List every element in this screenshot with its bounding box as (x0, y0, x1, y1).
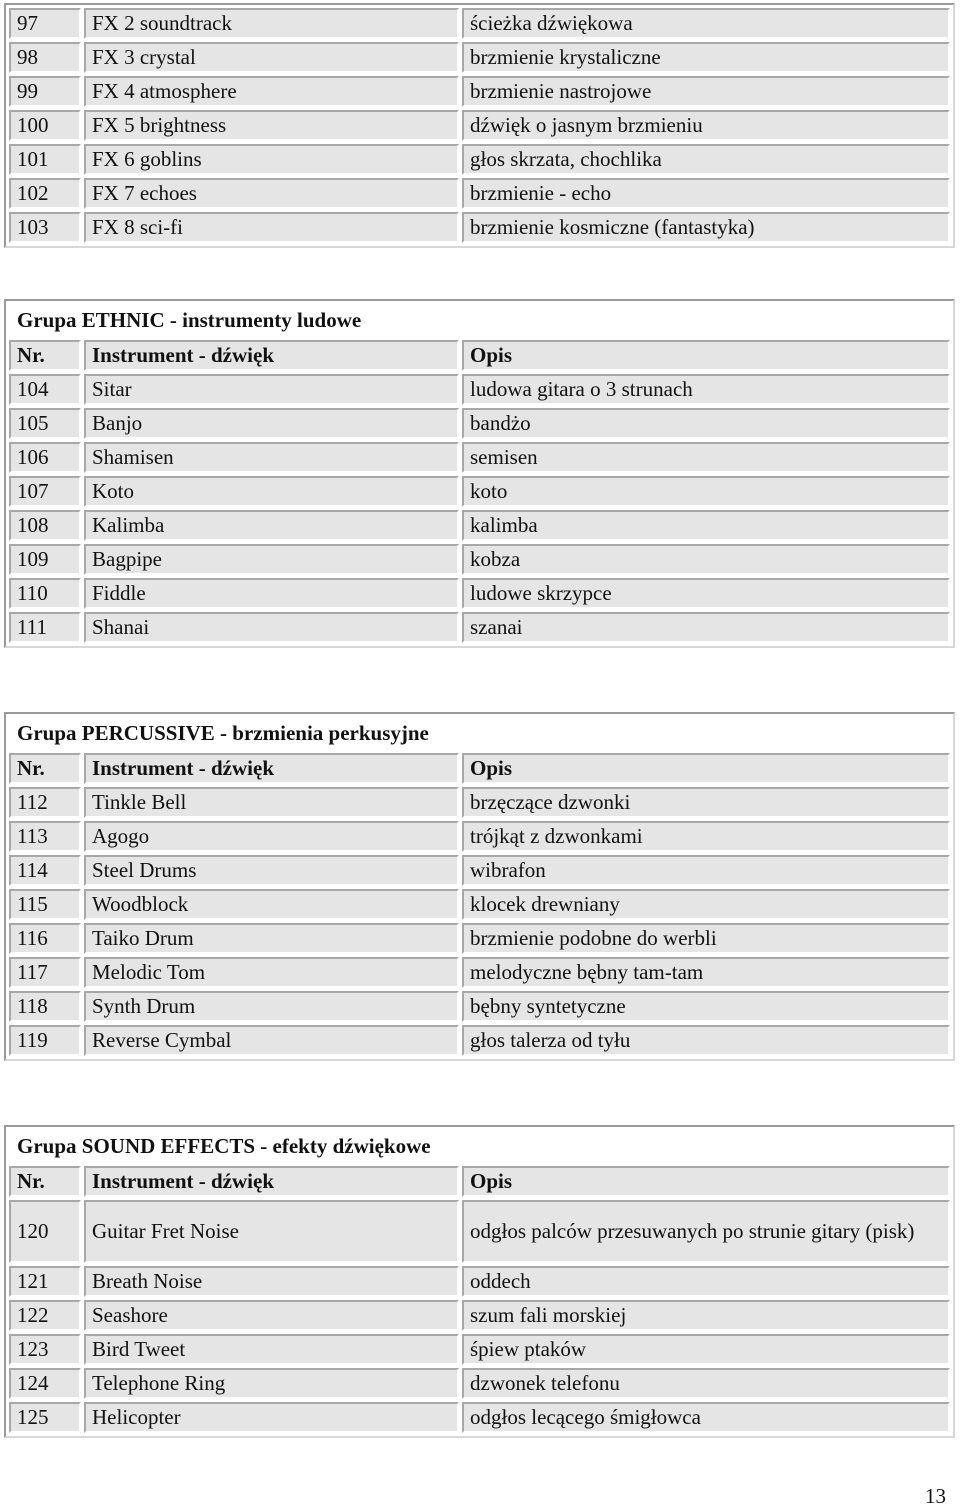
cell-description: dźwięk o jasnym brzmieniu (462, 110, 950, 141)
table-row (9, 889, 950, 920)
cell-instrument: FX 7 echoes (84, 178, 459, 209)
header-instrument: Instrument - dźwięk (84, 1166, 459, 1197)
percussive-table (4, 712, 955, 1061)
cell-instrument: Tinkle Bell (84, 787, 459, 818)
cell-description: odgłos palców przesuwanych po strunie gitary (pisk) (462, 1200, 950, 1263)
cell-description: ludowa gitara o 3 strunach (462, 374, 950, 405)
cell-nr: 122 (9, 1300, 81, 1331)
cell-description: trójkąt z dzwonkami (462, 821, 950, 852)
cell-nr: 118 (9, 991, 81, 1022)
cell-description: głos skrzata, chochlika (462, 144, 950, 175)
ethnic-table (4, 299, 955, 648)
cell-nr: 110 (9, 578, 81, 609)
cell-nr: 98 (9, 42, 81, 73)
cell-instrument: FX 5 brightness (84, 110, 459, 141)
cell-nr: 109 (9, 544, 81, 575)
header-instrument: Instrument - dźwięk (84, 753, 459, 784)
cell-nr: 105 (9, 408, 81, 439)
header-instrument: Instrument - dźwięk (84, 340, 459, 371)
table-row (9, 1300, 950, 1331)
cell-description: brzmienie krystaliczne (462, 42, 950, 73)
cell-description: brzęczące dzwonki (462, 787, 950, 818)
group-title: Grupa SOUND EFFECTS - efekty dźwiękowe (9, 1130, 950, 1163)
cell-nr: 99 (9, 76, 81, 107)
cell-instrument: Guitar Fret Noise (84, 1200, 459, 1263)
table-row (9, 991, 950, 1022)
cell-instrument: Agogo (84, 821, 459, 852)
cell-instrument: Sitar (84, 374, 459, 405)
fx-table-block (4, 3, 955, 248)
table-row (9, 1266, 950, 1297)
cell-nr: 111 (9, 612, 81, 643)
cell-nr: 112 (9, 787, 81, 818)
sound-effects-table (4, 1125, 955, 1438)
header-description: Opis (462, 1166, 950, 1197)
table-row (9, 110, 950, 141)
cell-instrument: Steel Drums (84, 855, 459, 886)
cell-instrument: FX 2 soundtrack (84, 8, 459, 39)
cell-instrument: Koto (84, 476, 459, 507)
table-row (9, 178, 950, 209)
cell-instrument: Breath Noise (84, 1266, 459, 1297)
table-row (9, 612, 950, 643)
cell-instrument: Melodic Tom (84, 957, 459, 988)
table-row (9, 408, 950, 439)
cell-nr: 121 (9, 1266, 81, 1297)
cell-description: wibrafon (462, 855, 950, 886)
cell-description: melodyczne bębny tam-tam (462, 957, 950, 988)
table-row (9, 8, 950, 39)
cell-nr: 106 (9, 442, 81, 473)
cell-description: ścieżka dźwiękowa (462, 8, 950, 39)
sound-effects-table-block (4, 1125, 955, 1438)
cell-instrument: Seashore (84, 1300, 459, 1331)
page-number: 13 (925, 1484, 946, 1508)
table-row (9, 1402, 950, 1433)
table-row (9, 1334, 950, 1365)
cell-description: bębny syntetyczne (462, 991, 950, 1022)
header-nr: Nr. (9, 1166, 81, 1197)
cell-nr: 115 (9, 889, 81, 920)
cell-description: semisen (462, 442, 950, 473)
cell-description: klocek drewniany (462, 889, 950, 920)
cell-description: szanai (462, 612, 950, 643)
cell-instrument: Woodblock (84, 889, 459, 920)
cell-instrument: FX 8 sci-fi (84, 212, 459, 243)
column-header-row (9, 340, 950, 371)
cell-nr: 114 (9, 855, 81, 886)
table-row (9, 544, 950, 575)
table-row (9, 821, 950, 852)
ethnic-table-body (9, 374, 950, 643)
percussive-table-block (4, 712, 955, 1061)
cell-description: odgłos lecącego śmigłowca (462, 1402, 950, 1433)
table-row (9, 374, 950, 405)
header-nr: Nr. (9, 753, 81, 784)
table-row (9, 42, 950, 73)
cell-description: brzmienie nastrojowe (462, 76, 950, 107)
cell-instrument: Taiko Drum (84, 923, 459, 954)
column-header-row (9, 1166, 950, 1197)
header-nr: Nr. (9, 340, 81, 371)
cell-nr: 103 (9, 212, 81, 243)
cell-nr: 102 (9, 178, 81, 209)
cell-instrument: Kalimba (84, 510, 459, 541)
table-row (9, 957, 950, 988)
table-row (9, 1025, 950, 1056)
table-row (9, 578, 950, 609)
cell-nr: 116 (9, 923, 81, 954)
ethnic-table-block (4, 299, 955, 648)
cell-description: kobza (462, 544, 950, 575)
cell-instrument: Bird Tweet (84, 1334, 459, 1365)
cell-instrument: FX 3 crystal (84, 42, 459, 73)
cell-instrument: Reverse Cymbal (84, 1025, 459, 1056)
cell-description: głos talerza od tyłu (462, 1025, 950, 1056)
percussive-table-body (9, 787, 950, 1056)
header-description: Opis (462, 340, 950, 371)
cell-description: brzmienie podobne do werbli (462, 923, 950, 954)
table-row (9, 212, 950, 243)
cell-description: brzmienie kosmiczne (fantastyka) (462, 212, 950, 243)
table-row (9, 442, 950, 473)
table-row (9, 923, 950, 954)
table-row (9, 1368, 950, 1399)
cell-nr: 101 (9, 144, 81, 175)
table-row (9, 787, 950, 818)
cell-instrument: FX 6 goblins (84, 144, 459, 175)
cell-nr: 107 (9, 476, 81, 507)
cell-description: dzwonek telefonu (462, 1368, 950, 1399)
cell-description: brzmienie - echo (462, 178, 950, 209)
table-row (9, 144, 950, 175)
cell-nr: 120 (9, 1200, 81, 1263)
group-title: Grupa ETHNIC - instrumenty ludowe (9, 304, 950, 337)
cell-instrument: Shanai (84, 612, 459, 643)
fx-table (4, 3, 955, 248)
table-row (9, 76, 950, 107)
cell-instrument: Helicopter (84, 1402, 459, 1433)
cell-instrument: FX 4 atmosphere (84, 76, 459, 107)
cell-description: oddech (462, 1266, 950, 1297)
table-row (9, 476, 950, 507)
cell-instrument: Bagpipe (84, 544, 459, 575)
header-description: Opis (462, 753, 950, 784)
cell-nr: 108 (9, 510, 81, 541)
column-header-row (9, 753, 950, 784)
cell-instrument: Fiddle (84, 578, 459, 609)
cell-instrument: Banjo (84, 408, 459, 439)
cell-nr: 123 (9, 1334, 81, 1365)
cell-nr: 113 (9, 821, 81, 852)
cell-nr: 100 (9, 110, 81, 141)
cell-nr: 97 (9, 8, 81, 39)
cell-description: bandżo (462, 408, 950, 439)
fx-table-body (9, 8, 950, 243)
cell-nr: 125 (9, 1402, 81, 1433)
group-title: Grupa PERCUSSIVE - brzmienia perkusyjne (9, 717, 950, 750)
cell-instrument: Shamisen (84, 442, 459, 473)
cell-description: koto (462, 476, 950, 507)
table-row (9, 510, 950, 541)
cell-instrument: Synth Drum (84, 991, 459, 1022)
sound-effects-table-body (9, 1200, 950, 1433)
cell-nr: 104 (9, 374, 81, 405)
table-row (9, 1200, 950, 1263)
table-row (9, 855, 950, 886)
cell-nr: 117 (9, 957, 81, 988)
cell-description: ludowe skrzypce (462, 578, 950, 609)
cell-description: szum fali morskiej (462, 1300, 950, 1331)
cell-instrument: Telephone Ring (84, 1368, 459, 1399)
cell-nr: 119 (9, 1025, 81, 1056)
cell-nr: 124 (9, 1368, 81, 1399)
cell-description: kalimba (462, 510, 950, 541)
cell-description: śpiew ptaków (462, 1334, 950, 1365)
